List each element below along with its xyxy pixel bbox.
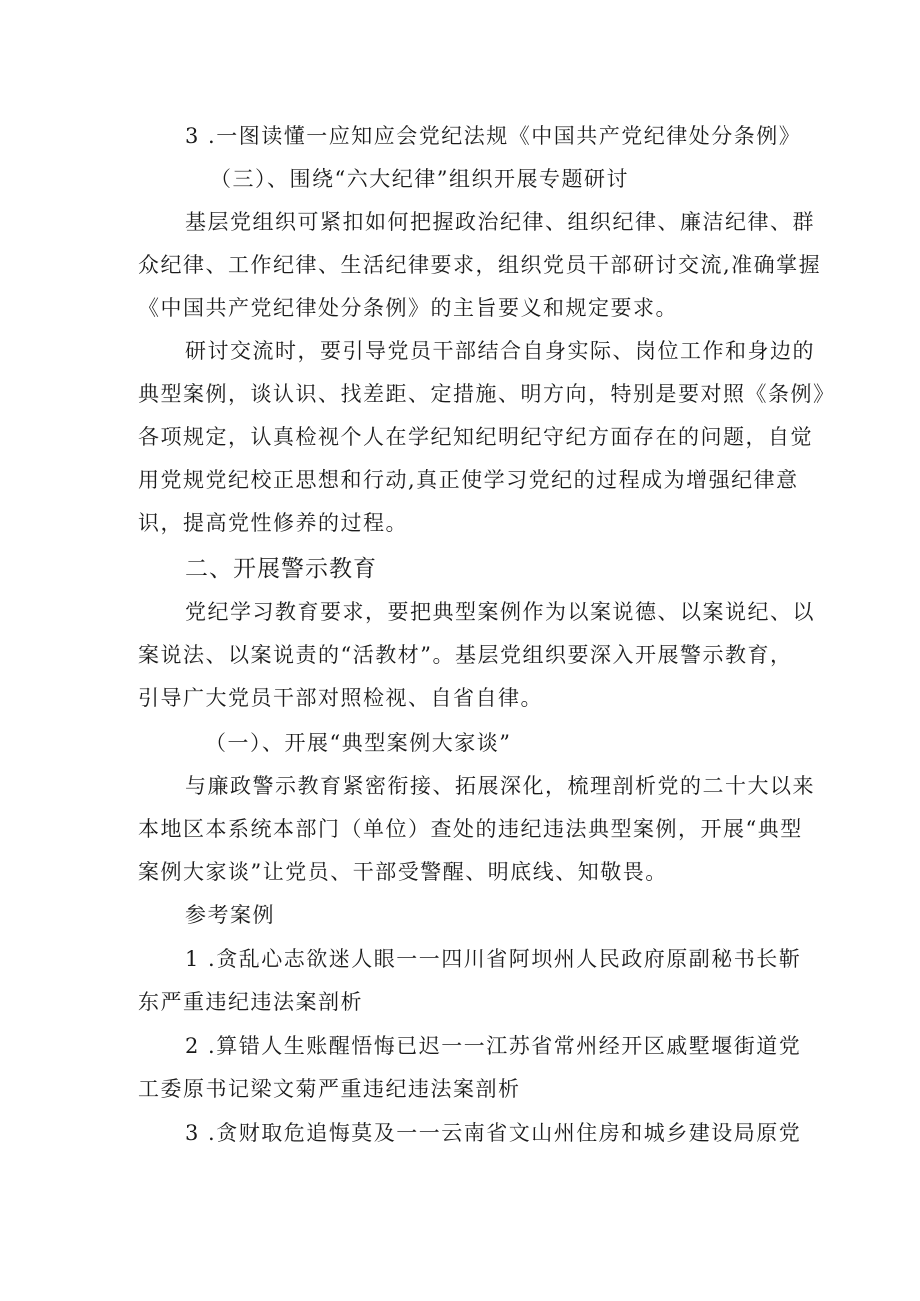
- paragraph-3-line-1: 党纪学习教育要求，要把典型案例作为以案说德、以案说纪、以: [185, 600, 815, 624]
- paragraph-1-line-3: 《中国共产党纪律处分条例》的主旨要义和规定要求。: [138, 296, 678, 320]
- paragraph-2-line-4: 用党规党纪校正思想和行动,真正使学习党纪的过程成为增强纪律意: [138, 468, 799, 492]
- paragraph-2-line-2: 典型案例，谈认识、找差距、定措施、明方向，特别是要对照《条例》: [138, 382, 836, 406]
- case-1-line-1: 1 .贪乱心志欲迷人眼一一四川省阿坝州人民政府原副秘书长靳: [185, 947, 802, 971]
- paragraph-2-line-1: 研讨交流时，要引导党员干部结合自身实际、岗位工作和身边的: [185, 339, 815, 363]
- paragraph-4-line-3: 案例大家谈”让党员、干部受警醒、明底线、知敬畏。: [138, 860, 668, 884]
- case-2-line-2: 工委原书记梁文菊严重违纪违法案剖析: [138, 1077, 521, 1101]
- paragraph-2-line-5: 识，提高党性修养的过程。: [138, 511, 408, 535]
- reference-item-3: 3 .一图读懂一应知应会党纪法规《中国共产党纪律处分条例》: [185, 124, 802, 148]
- subsection-3-title: （三）、围绕“六大纪律”组织开展专题研讨: [210, 167, 629, 191]
- case-3-line-1: 3 .贪财取危追悔莫及一一云南省文山州住房和城乡建设局原党: [185, 1121, 802, 1145]
- paragraph-2-line-3: 各项规定，认真检视个人在学纪知纪明纪守纪方面存在的问题，自觉: [138, 425, 813, 449]
- section-2-title: 二、开展警示教育: [185, 556, 377, 582]
- paragraph-1-line-1: 基层党组织可紧扣如何把握政治纪律、组织纪律、廉洁纪律、群: [185, 210, 815, 234]
- case-1-line-2: 东严重违纪违法案剖析: [138, 990, 363, 1014]
- paragraph-3-line-3: 引导广大党员干部对照检视、自省自律。: [138, 686, 543, 710]
- paragraph-3-line-2: 案说法、以案说责的“活教材”。基层党组织要深入开展警示教育，: [138, 643, 793, 667]
- paragraph-4-line-2: 本地区本系统本部门（单位）查处的违纪违法典型案例，开展“典型: [138, 817, 803, 841]
- paragraph-4-line-1: 与廉政警示教育紧密衔接、拓展深化，梳理剖析党的二十大以来: [185, 774, 815, 798]
- case-2-line-1: 2 .算错人生账醒悟悔已迟一一江苏省常州经开区戚墅堰街道党: [185, 1034, 802, 1058]
- reference-cases-title: 参考案例: [185, 903, 275, 927]
- paragraph-1-line-2: 众纪律、工作纪律、生活纪律要求，组织党员干部研讨交流,准确掌握: [138, 253, 822, 277]
- subsection-1-title: （一）、开展“典型案例大家谈”: [205, 731, 512, 755]
